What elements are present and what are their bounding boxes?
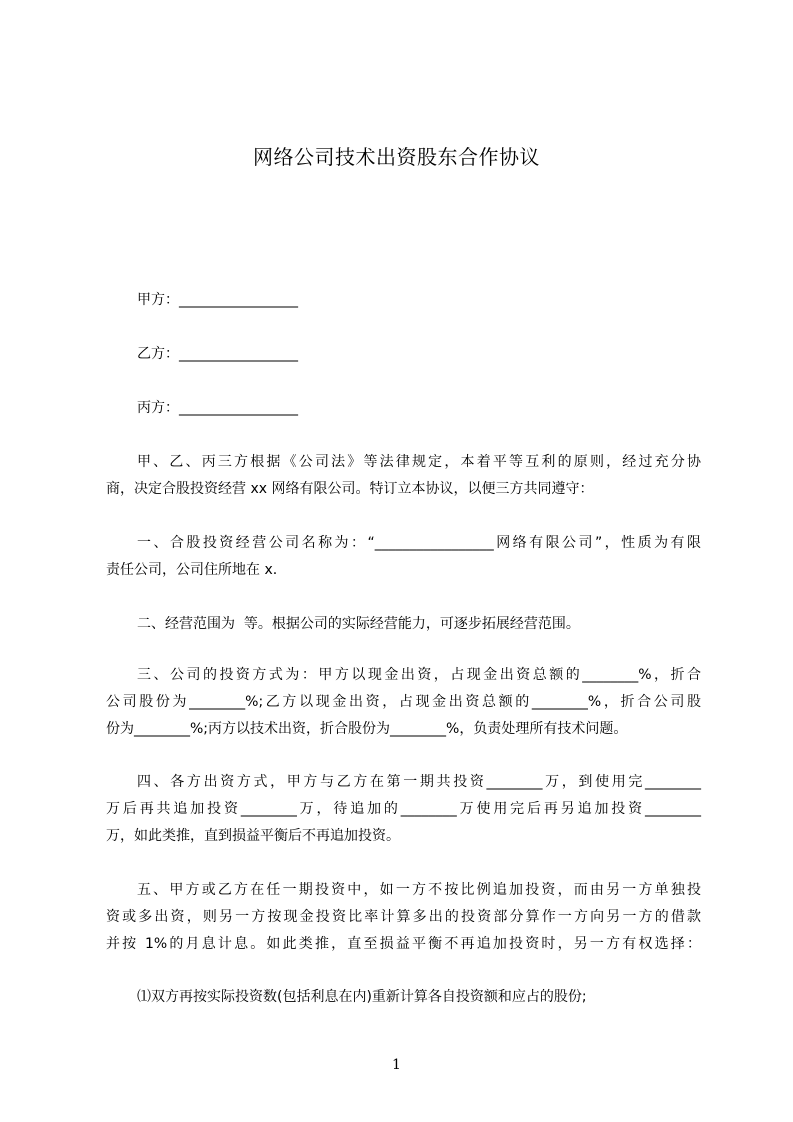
clause-5-option-1: ⑴双方再按实际投资数(包括利息在内)重新计算各自投资额和应占的股份; — [137, 989, 587, 1005]
preamble-line-1: 甲、乙、丙三方根据《公司法》等法律规定，本着平等互利的原则，经过充分协 — [137, 454, 701, 470]
party-b-line: 乙方：_________________ — [137, 346, 298, 362]
preamble-line-2: 商，决定合股投资经营 xx 网络有限公司。特订立本协议，以便三方共同遵守： — [106, 481, 594, 497]
clause-3-line-1: 三、公司的投资方式为：甲方以现金出资，占现金出资总额的________%，折合 — [137, 667, 701, 683]
clause-5-line-2: 资或多出资，则另一方按现金投资比率计算多出的投资部分算作一方向另一方的借款 — [106, 909, 701, 925]
clause-4-line-1: 四、各方出资方式，甲方与乙方在第一期共投资________万，到使用完________ — [137, 774, 701, 790]
party-a-line: 甲方：_________________ — [137, 292, 298, 308]
clause-4-line-3: 万，如此类推，直到损益平衡后不再追加投资。 — [106, 828, 400, 844]
clause-5-line-3: 并按 1%的月息计息。如此类推，直至损益平衡不再追加投资时，另一方有权选择： — [106, 936, 701, 952]
clause-1-line-2: 责任公司，公司住所地在 x. — [106, 562, 278, 578]
document-title: 网络公司技术出资股东合作协议 — [253, 145, 540, 169]
page-number: 1 — [392, 1057, 401, 1073]
clause-2-line-1: 二、经营范围为 等。根据公司的实际经营能力，可逐步拓展经营范围。 — [137, 616, 580, 632]
clause-3-line-2: 公司股份为________%;乙方以现金出资，占现金出资总额的________%，折合公司股 — [106, 694, 701, 710]
clause-1-line-1: 一、合股投资经营公司名称为：“_________________网络有限公司”，性质为有限 — [137, 535, 701, 551]
clause-5-line-1: 五、甲方或乙方在任一期投资中，如一方不按比例追加投资，而由另一方单独投 — [137, 882, 701, 898]
clause-4-line-2: 万后再共追加投资________万，待追加的________万使用完后再另追加投资________ — [106, 801, 701, 817]
clause-3-line-3: 份为________%;丙方以技术出资，折合股份为________%，负责处理所有技术问题。 — [106, 721, 628, 737]
party-c-line: 丙方：_________________ — [137, 400, 298, 416]
